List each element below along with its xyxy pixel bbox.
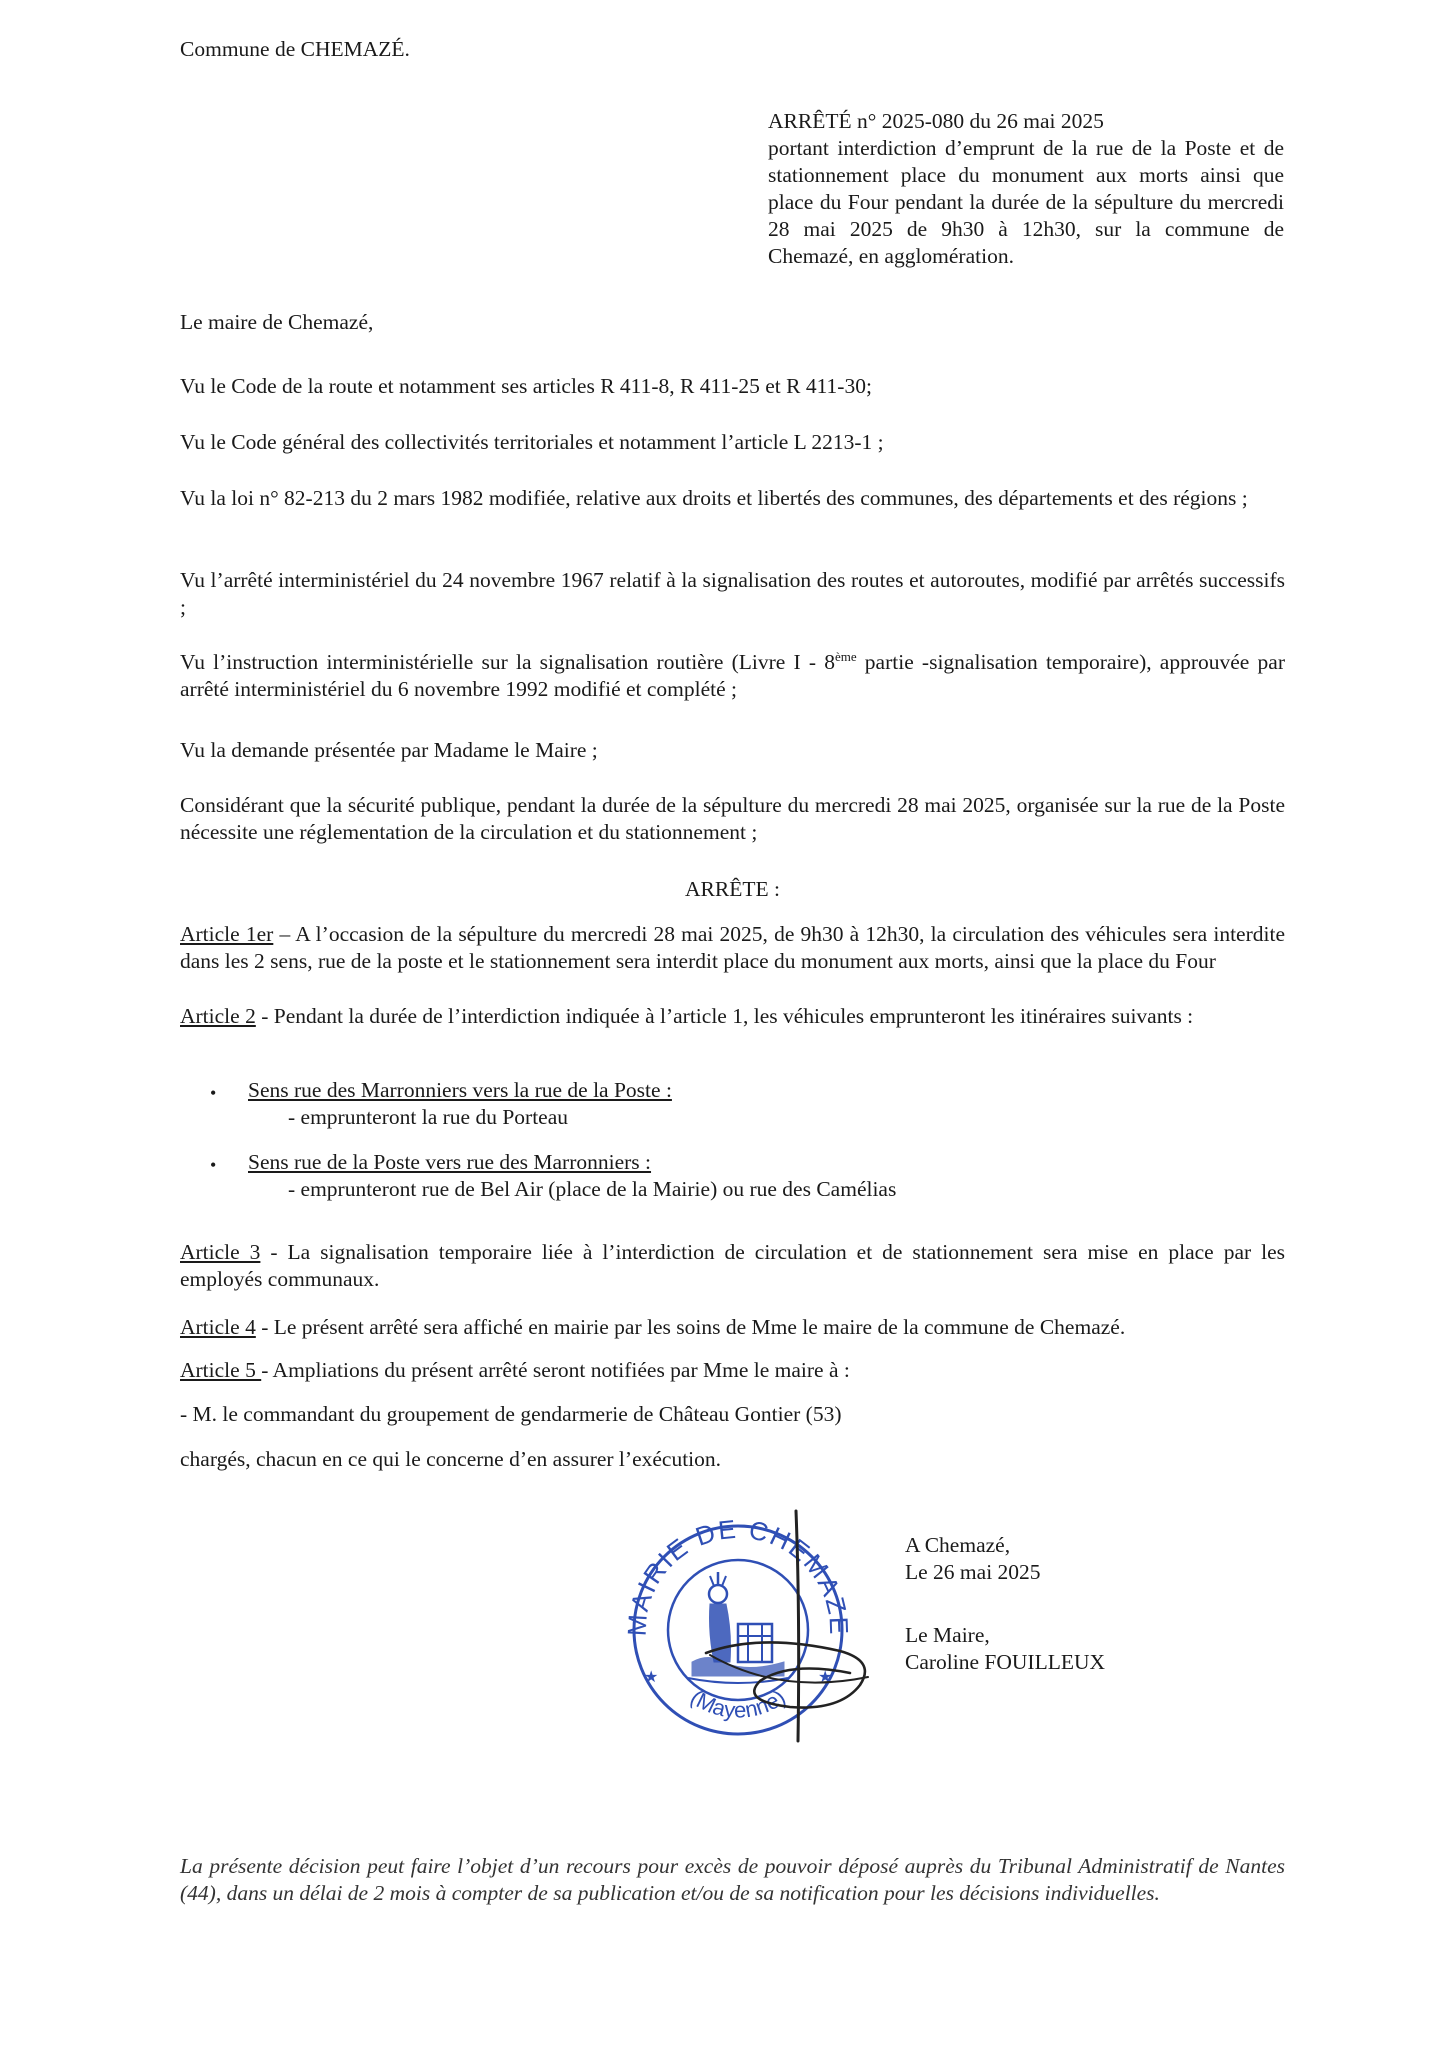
article-5-label: Article 5 — [180, 1358, 262, 1382]
article-4 — [180, 1314, 1285, 1341]
article-3-text: - La signalisation temporaire liée à l’interdiction de circulation et de stationnement sera mise en place par les employés communaux. — [180, 1240, 1285, 1291]
article-1 — [180, 921, 1285, 975]
arrete-number: ARRÊTÉ n° 2025-080 du 26 mai 2025 — [768, 109, 1104, 133]
mayor-intro: Le maire de Chemazé, — [180, 310, 374, 334]
visa-instruction-start: Vu l’instruction interministérielle sur la signalisation routière (Livre I - 8 — [180, 650, 835, 674]
itinerary-1-title: Sens rue des Marronniers vers la rue de la Poste : — [248, 1078, 672, 1102]
visa-instruction-sup: ème — [834, 648, 857, 664]
visa-instruction-end: partie -signalisation temporaire), approuvée par arrêté interministériel du 6 novembre 1992 modifié et complété ; — [180, 650, 1285, 701]
commune-header: Commune de CHEMAZÉ. — [180, 37, 410, 61]
article-5 — [180, 1357, 1285, 1384]
visa-arrete-1967: Vu l’arrêté interministériel du 24 novembre 1967 relatif à la signalisation des routes et autoroutes, modifié par arrêtés successifs ; — [180, 568, 1285, 619]
arrete-heading-block — [768, 108, 1284, 270]
visa-demande: Vu la demande présentée par Madame le Maire ; — [180, 738, 598, 762]
signature-role: Le Maire, — [905, 1623, 990, 1647]
article-3 — [180, 1239, 1285, 1293]
stamp-text-top-path: MAIRIE DE CHEMAZE — [621, 1513, 855, 1637]
visa-loi-1982: Vu la loi n° 82-213 du 2 mars 1982 modifiée, relative aux droits et libertés des communes, des départements et des régions ; — [180, 486, 1248, 510]
itinerary-2-detail: - emprunteront rue de Bel Air (place de la Mairie) ou rue des Camélias — [288, 1177, 897, 1201]
article-2-label: Article 2 — [180, 1004, 256, 1028]
handwritten-signature — [700, 1505, 900, 1745]
star-icon: ★ — [644, 1667, 659, 1686]
visa-instruction — [180, 649, 1285, 703]
visa-cgct: Vu le Code général des collectivités territoriales et notamment l’article L 2213-1 ; — [180, 430, 884, 454]
itinerary-2-title: Sens rue de la Poste vers rue des Marronniers : — [248, 1150, 652, 1174]
article-1-text: – A l’occasion de la sépulture du mercredi 28 mai 2025, de 9h30 à 12h30, la circulation des véhicules sera interdite dans les 2 sens, rue de la poste et le stationnement sera interdit place du monument aux morts, ainsi que la place du Four — [180, 922, 1285, 973]
signature-name: Caroline FOUILLEUX — [905, 1650, 1106, 1674]
article-3-label: Article 3 — [180, 1240, 261, 1264]
arrete-object: portant interdiction d’emprunt de la rue de la Poste et de stationnement place du monument aux morts ainsi que place du Four pendant la durée de la sépulture du mercredi 28 mai 2025 de 9h30 à 12h30, sur la commune de Chemazé, en agglomération. — [768, 136, 1284, 268]
article-1-label: Article 1er — [180, 922, 274, 946]
closing-line: chargés, chacun en ce qui le concerne d’en assurer l’exécution. — [180, 1447, 722, 1471]
signature-place: A Chemazé, — [905, 1533, 1011, 1557]
considerant: Considérant que la sécurité publique, pendant la durée de la sépulture du mercredi 28 mai 2025, organisée sur la rue de la Poste nécessite une réglementation de la circulation et du stationnement ; — [180, 793, 1285, 844]
bullet-marker: • — [210, 1083, 217, 1103]
star-icon: ★ — [818, 1667, 833, 1686]
visa-code-route: Vu le Code de la route et notamment ses articles R 411-8, R 411-25 et R 411-30; — [180, 374, 872, 398]
signature-date: Le 26 mai 2025 — [905, 1560, 1041, 1584]
stamp-text-bottom-path: (Mayenne) — [686, 1684, 790, 1723]
bullet-marker: • — [210, 1155, 217, 1175]
decision-title: ARRÊTE : — [685, 877, 780, 901]
recipient-gendarmerie: - M. le commandant du groupement de gendarmerie de Château Gontier (53) — [180, 1402, 842, 1426]
article-2 — [180, 1003, 1285, 1030]
article-4-text: - Le présent arrêté sera affiché en mairie par les soins de Mme le maire de la commune de Chemazé. — [255, 1315, 1126, 1339]
itinerary-1-detail: - emprunteront la rue du Porteau — [288, 1105, 569, 1129]
article-4-label: Article 4 — [180, 1315, 256, 1339]
article-5-text: - Ampliations du présent arrêté seront notifiées par Mme le maire à : — [261, 1358, 850, 1382]
appeal-notice: La présente décision peut faire l’objet d’un recours pour excès de pouvoir déposé auprès du Tribunal Administratif de Nantes (44), dans un délai de 2 mois à compter de sa publication et/ou de sa notification pour les décisions individuelles. — [180, 1854, 1285, 1905]
article-2-text: - Pendant la durée de l’interdiction indiquée à l’article 1, les véhicules emprunteront les itinéraires suivants : — [255, 1004, 1194, 1028]
